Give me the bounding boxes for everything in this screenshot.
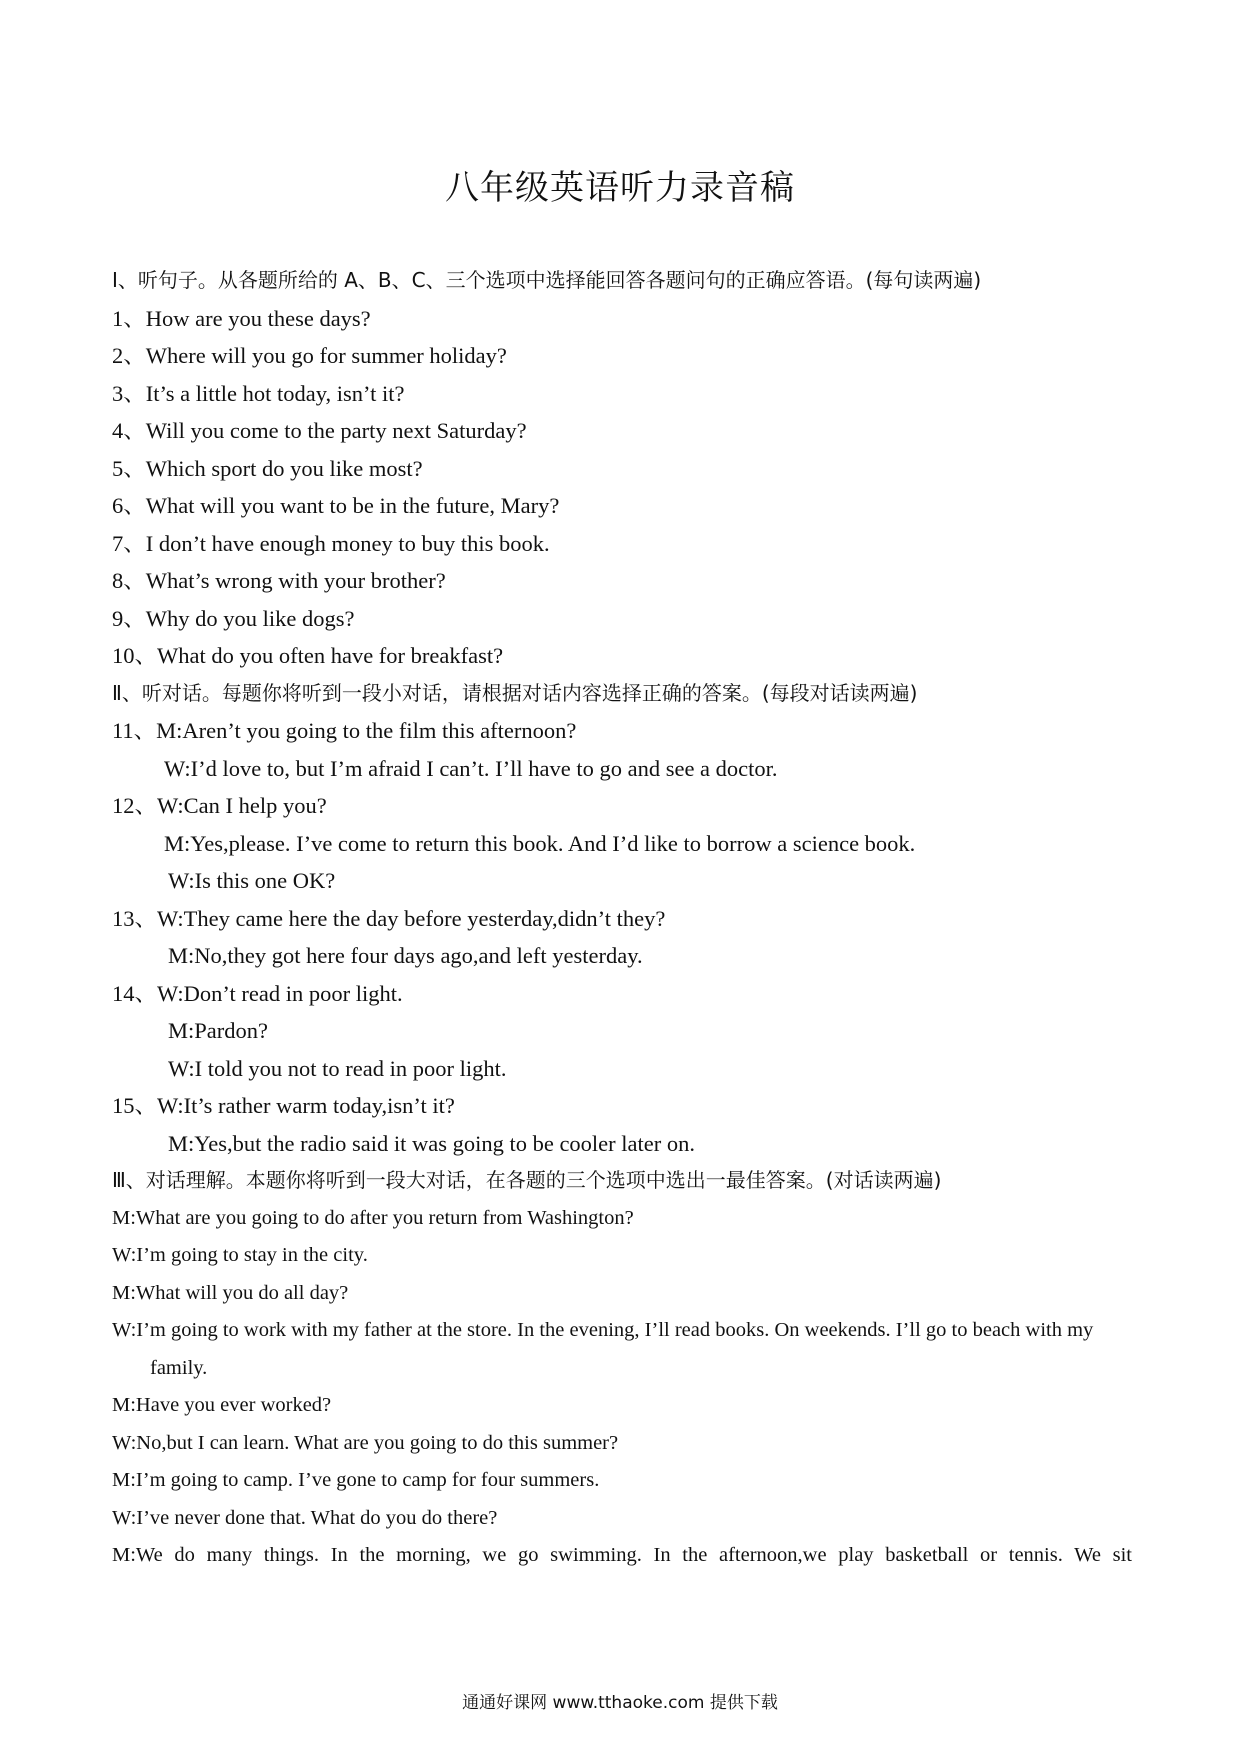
dialogue-line-5: M:Have you ever worked? (112, 1394, 332, 1416)
dialogue-line-2: W:I’m going to stay in the city. (112, 1244, 368, 1266)
question-2: 2、Where will you go for summer holiday? (112, 343, 507, 368)
question-4: 4、Will you come to the party next Saturday? (112, 418, 527, 443)
question-13-line-2: M:No,they got here four days ago,and left yesterday. (168, 943, 643, 968)
section-1-heading: Ⅰ、听句子。从各题所给的 A、B、C、三个选项中选择能回答各题问句的正确应答语。(每句读两遍) (112, 268, 982, 292)
question-12-line-3: W:Is this one OK? (168, 868, 336, 893)
question-15-line-1: 15、W:It’s rather warm today,isn’t it? (112, 1093, 455, 1118)
dialogue-line-1: M:What are you going to do after you return from Washington? (112, 1206, 634, 1229)
question-8: 8、What’s wrong with your brother? (112, 568, 446, 593)
question-3: 3、It’s a little hot today, isn’t it? (112, 380, 405, 406)
dialogue-line-7: M:I’m going to camp. I’ve gone to camp for four summers. (112, 1469, 600, 1491)
dialogue-line-8: W:I’ve never done that. What do you do there? (112, 1506, 498, 1529)
question-13-line-1: 13、W:They came here the day before yesterday,didn’t they? (112, 905, 666, 931)
question-1: 1、How are you these days? (112, 305, 371, 331)
dialogue-line-6: W:No,but I can learn. What are you going to do this summer? (112, 1431, 619, 1454)
section-2-heading: Ⅱ、听对话。每题你将听到一段小对话，请根据对话内容选择正确的答案。(每段对话读两遍) (112, 680, 918, 705)
question-12-line-1: 12、W:Can I help you? (112, 793, 327, 818)
dialogue-line-4: W:I’m going to work with my father at the store. In the evening, I’ll read books. On weekends. I’ll go to beach with my family. (112, 1319, 1094, 1379)
question-11-line-2: W:I’d love to, but I’m afraid I can’t. I’ll have to go and see a doctor. (164, 755, 778, 781)
question-11-line-1: 11、M:Aren’t you going to the film this afternoon? (112, 718, 577, 743)
page-title: 八年级英语听力录音稿 (445, 168, 795, 208)
document-body (112, 262, 1132, 1575)
question-9: 9、Why do you like dogs? (112, 605, 355, 631)
question-10: 10、What do you often have for breakfast? (112, 643, 504, 668)
question-7: 7、I don’t have enough money to buy this book. (112, 530, 550, 556)
page-footer: 通通好课网 www.tthaoke.com 提供下载 (462, 1693, 778, 1713)
question-15-line-2: M:Yes,but the radio said it was going to be cooler later on. (168, 1130, 696, 1156)
dialogue-line-3: M:What will you do all day? (112, 1281, 349, 1304)
dialogue-line-9: M:We do many things. In the morning, we go swimming. In the afternoon,we play basketball or tennis. We sit (112, 1544, 1132, 1566)
question-14-line-1: 14、W:Don’t read in poor light. (112, 980, 403, 1006)
question-14-line-3: W:I told you not to read in poor light. (168, 1055, 507, 1081)
question-6: 6、What will you want to be in the future, Mary? (112, 493, 560, 518)
question-5: 5、Which sport do you like most? (112, 455, 423, 481)
question-12-line-2: M:Yes,please. I’ve come to return this book. And I’d like to borrow a science book. (164, 830, 916, 856)
section-3-heading: Ⅲ、对话理解。本题你将听到一段大对话，在各题的三个选项中选出一最佳答案。(对话读两遍) (112, 1168, 942, 1192)
question-14-line-2: M:Pardon? (168, 1018, 268, 1043)
